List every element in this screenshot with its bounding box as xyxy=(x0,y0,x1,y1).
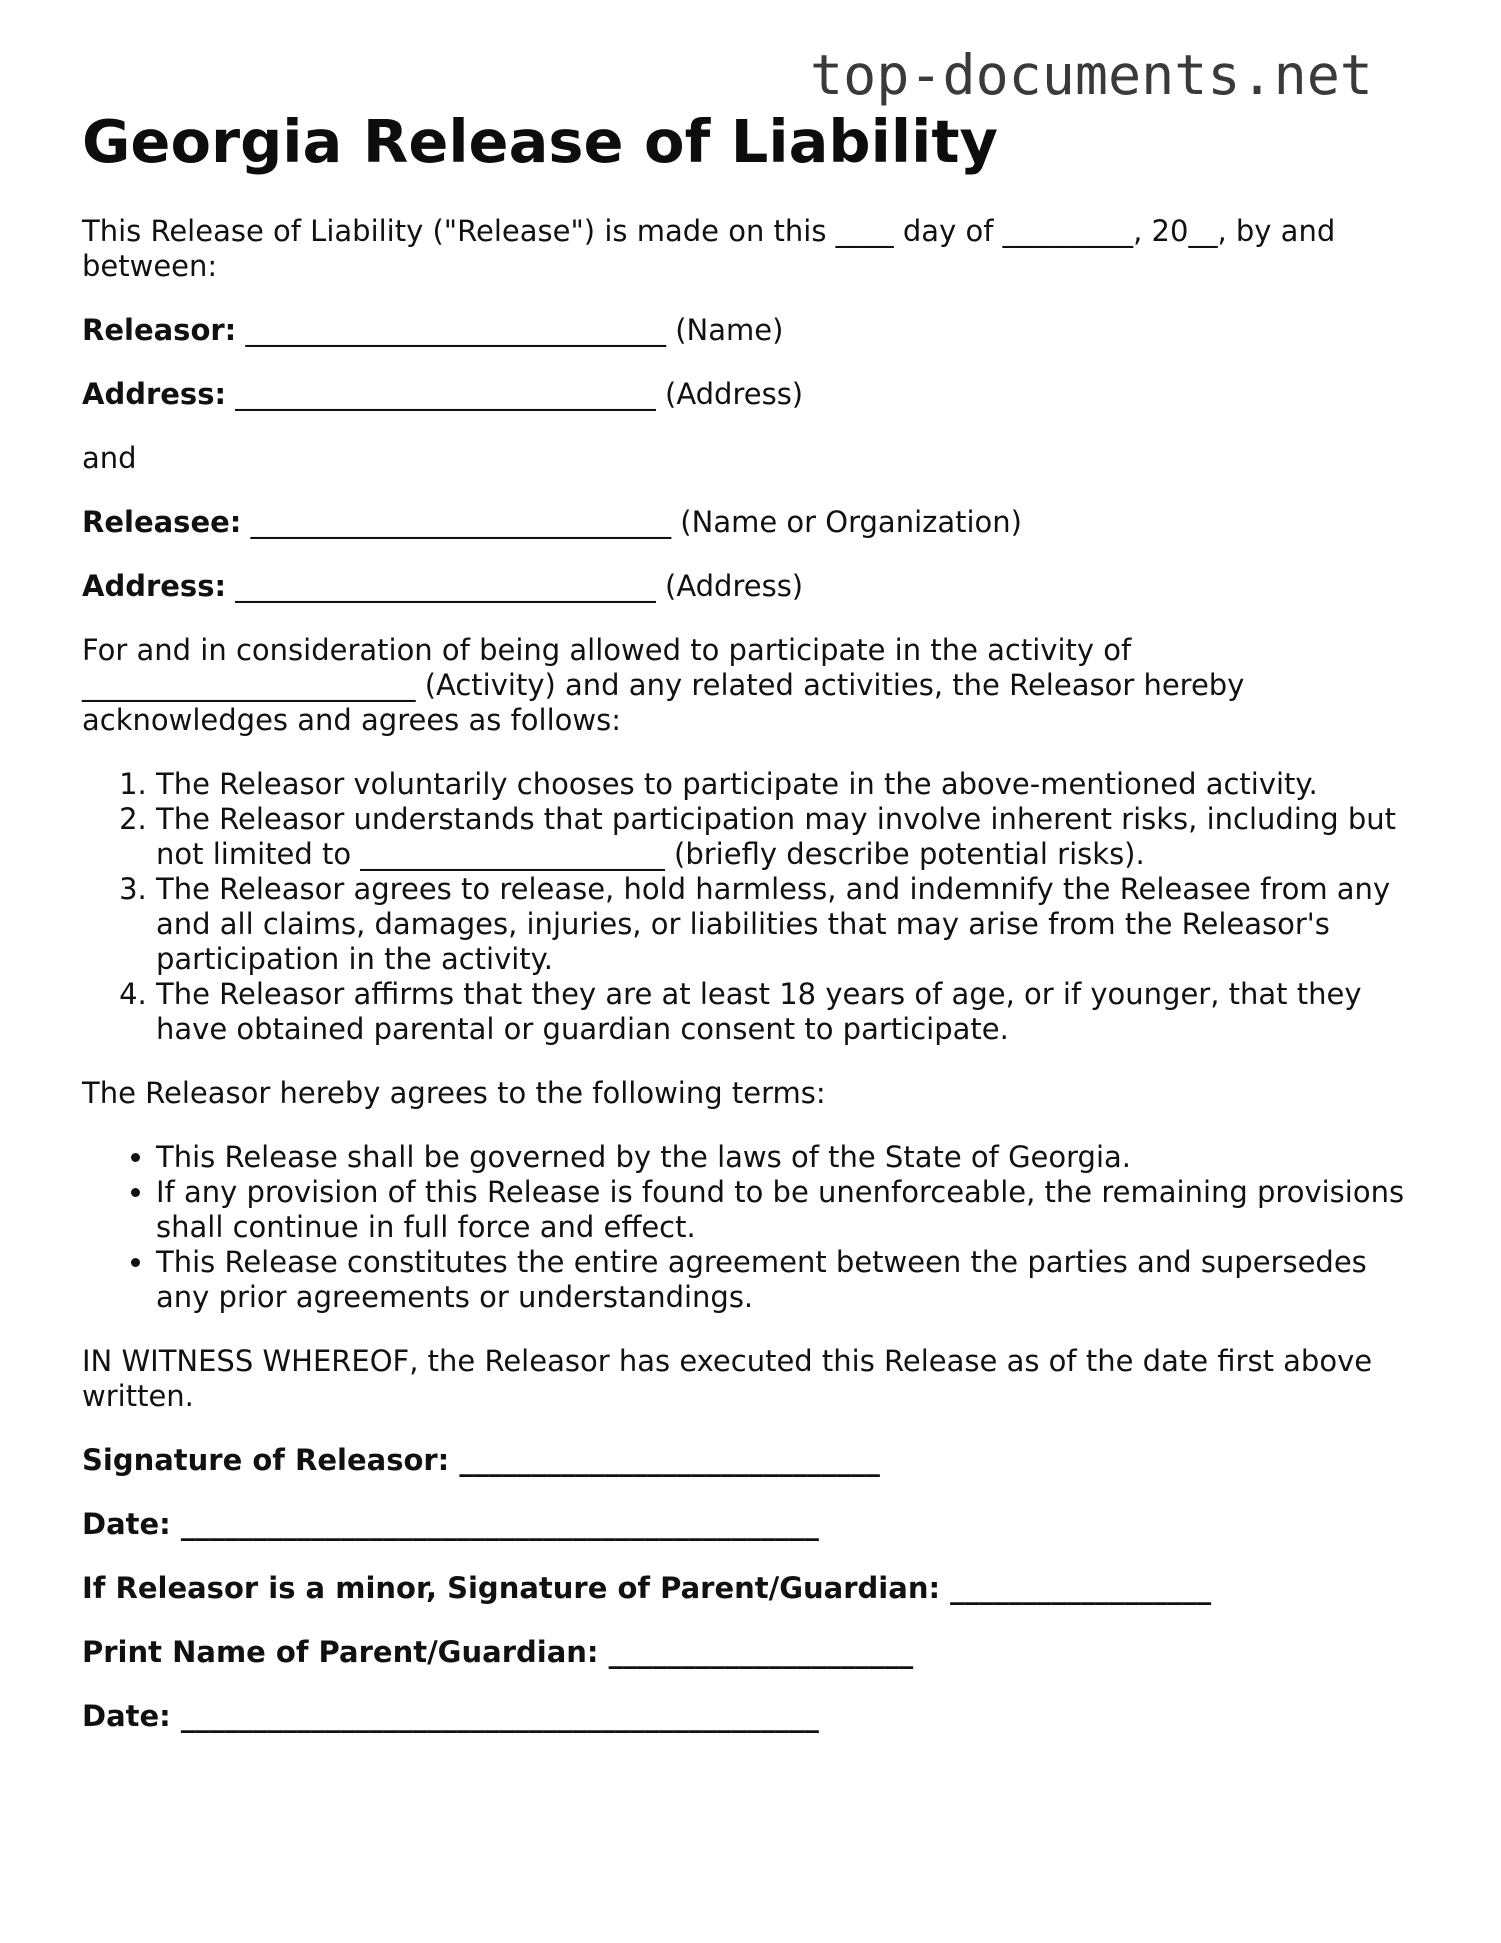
date-line: Date: ____________________________________________ xyxy=(82,1699,819,1733)
watermark: top-documents.net xyxy=(810,43,1373,107)
list-item: • If any provision of this Release is found to be unenforceable, the remaining provisions shall continue in full force and effect. xyxy=(156,1175,1422,1245)
releasor-signature-line: Signature of Releasor: _____________________________ xyxy=(82,1443,880,1477)
consideration-paragraph: For and in consideration of being allowed to participate in the activity of _______________________ (Activity) and any related activities, the Releasor hereby acknowledges and agrees as follows: xyxy=(82,633,1245,737)
guardian-signature-line: If Releasor is a minor, Signature of Parent/Guardian: __________________ xyxy=(82,1571,1212,1605)
releasee-label: Releasee: xyxy=(82,505,242,539)
list-item: • This Release shall be governed by the laws of the State of Georgia. xyxy=(156,1140,1422,1175)
terms-intro: The Releasor hereby agrees to the following terms: xyxy=(82,1076,826,1110)
releasor-address-field xyxy=(82,377,1422,412)
releasee-address-line: _____________________________ (Address) xyxy=(226,569,804,603)
document-title: Georgia Release of Liability xyxy=(82,107,998,176)
releasee-field xyxy=(82,505,1422,540)
releasor-address-line: _____________________________ (Address) xyxy=(226,377,804,411)
list-item: 4. The Releasor affirms that they are at least 18 years of age, or if younger, that they have obtained parental or guardian consent to participate. xyxy=(156,977,1422,1047)
bullet-list xyxy=(82,1140,1422,1315)
releasor-field xyxy=(82,313,1422,348)
list-item: 3. The Releasor agrees to release, hold harmless, and indemnify the Releasee from any and all claims, damages, injuries, or liabilities that may arise from the Releasor's participation in the activity. xyxy=(156,872,1422,977)
witness-paragraph: IN WITNESS WHEREOF, the Releasor has executed this Release as of the date first above written. xyxy=(82,1344,1373,1413)
releasor-line: _____________________________ (Name) xyxy=(236,313,784,347)
document-page xyxy=(82,103,1422,1734)
list-item: 2. The Releasor understands that participation may involve inherent risks, including but not limited to _____________________ (briefly describe potential risks). xyxy=(156,802,1422,872)
guardian-name-line: Print Name of Parent/Guardian: _____________________ xyxy=(82,1635,914,1669)
releasor-label: Releasor: xyxy=(82,313,237,347)
releasee-address-label: Address: xyxy=(82,569,227,603)
releasor-address-label: Address: xyxy=(82,377,227,411)
list-item: • This Release constitutes the entire agreement between the parties and supersedes any prior agreements or understandings. xyxy=(156,1245,1422,1315)
and-text: and xyxy=(82,441,137,475)
numbered-list xyxy=(82,767,1422,1047)
date-line: Date: ____________________________________________ xyxy=(82,1507,819,1541)
releasee-line: _____________________________ (Name or Organization) xyxy=(241,505,1022,539)
releasee-address-field xyxy=(82,569,1422,604)
list-item: 1. The Releasor voluntarily chooses to participate in the above-mentioned activity. xyxy=(156,767,1422,802)
intro-paragraph: This Release of Liability ("Release") is made on this ____ day of _________, 20__, by and between: xyxy=(82,214,1336,283)
